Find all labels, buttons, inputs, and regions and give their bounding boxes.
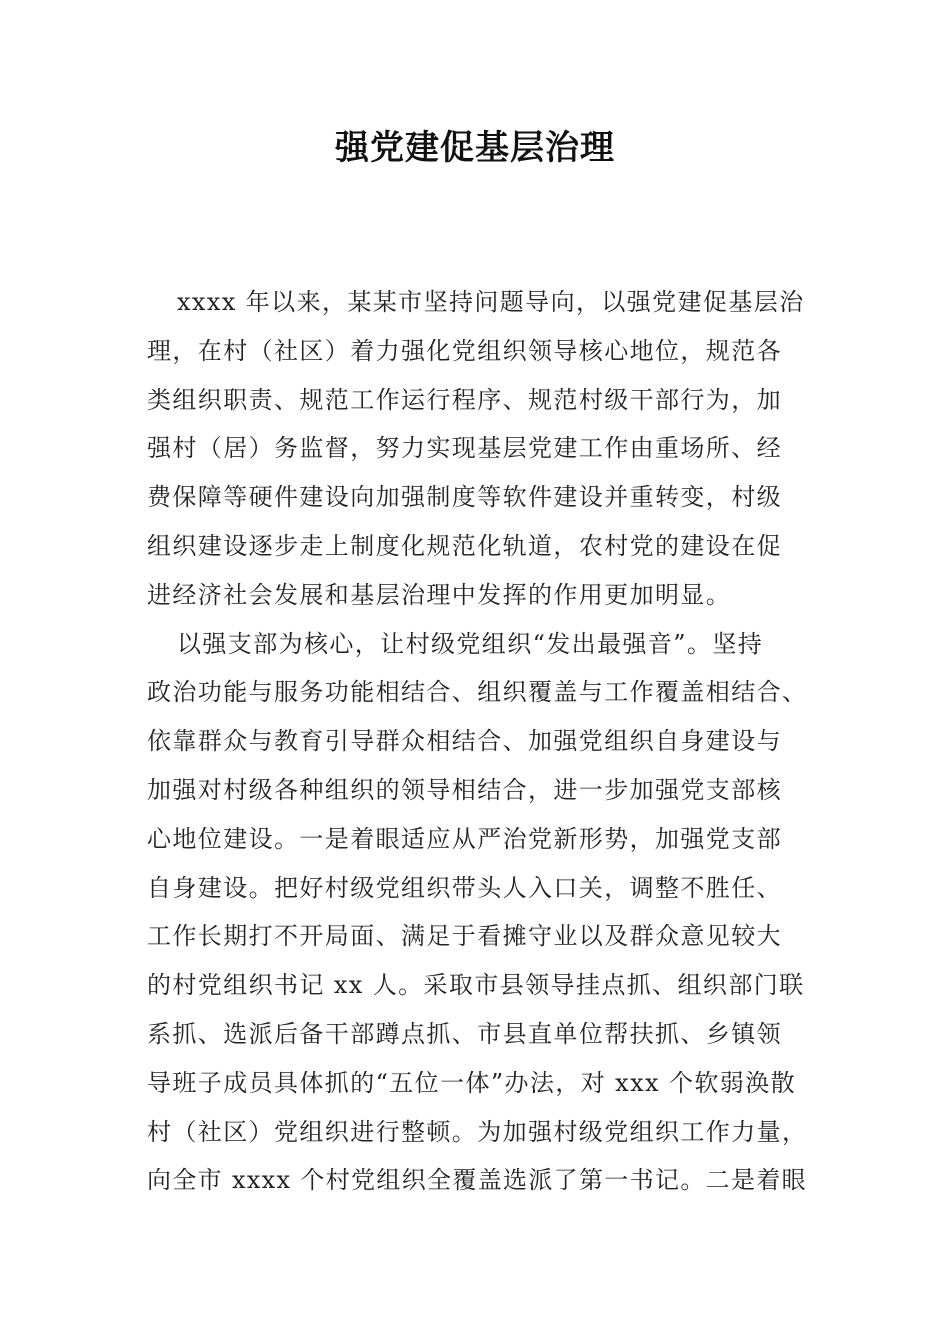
- text-line: 导班子成员具体抓的“五位一体”办法，对 xxx 个软弱涣散: [147, 1068, 797, 1097]
- text-line: 工作长期打不开局面、满足于看摊守业以及群众意见较大: [147, 922, 782, 951]
- text-line: 政治功能与服务功能相结合、组织覆盖与工作覆盖相结合、: [147, 678, 808, 707]
- text-line: 系抓、选派后备干部蹲点抓、市县直单位帮扶抓、乡镇领: [147, 1019, 782, 1048]
- text-line: 自身建设。把好村级党组织带头人入口关，调整不胜任、: [147, 873, 782, 902]
- paragraph-first-line: 以强支部为核心，让村级党组织“发出最强音”。坚持: [177, 629, 764, 658]
- text-line: 向全市 xxxx 个村党组织全覆盖选派了第一书记。二是着眼: [147, 1166, 807, 1195]
- text-line: 费保障等硬件建设向加强制度等软件建设并重转变，村级: [147, 483, 782, 512]
- text-line: 类组织职责、规范工作运行程序、规范村级干部行为，加: [147, 385, 782, 414]
- text-line: 心地位建设。一是着眼适应从严治党新形势，加强党支部: [147, 824, 782, 853]
- document-body: [147, 278, 807, 1205]
- text-line: 加强对村级各种组织的领导相结合，进一步加强党支部核: [147, 775, 782, 804]
- text-line: 组织建设逐步走上制度化规范化轨道，农村党的建设在促: [147, 531, 782, 560]
- text-line: 强村（居）务监督，努力实现基层党建工作由重场所、经: [147, 434, 782, 463]
- text-line: 的村党组织书记 xx 人。采取市县领导挂点抓、组织部门联: [147, 971, 805, 1000]
- text-line: 进经济社会发展和基层治理中发挥的作用更加明显。: [147, 580, 732, 609]
- document-title: 强党建促基层治理: [335, 128, 615, 168]
- text-line: 理，在村（社区）着力强化党组织领导核心地位，规范各: [147, 336, 782, 365]
- text-line: 村（社区）党组织进行整顿。为加强村级党组织工作力量，: [147, 1117, 808, 1146]
- text-line: 依靠群众与教育引导群众相结合、加强党组织自身建设与: [147, 727, 782, 756]
- paragraph-first-line: xxxx 年以来，某某市坚持问题导向，以强党建促基层治: [177, 288, 805, 316]
